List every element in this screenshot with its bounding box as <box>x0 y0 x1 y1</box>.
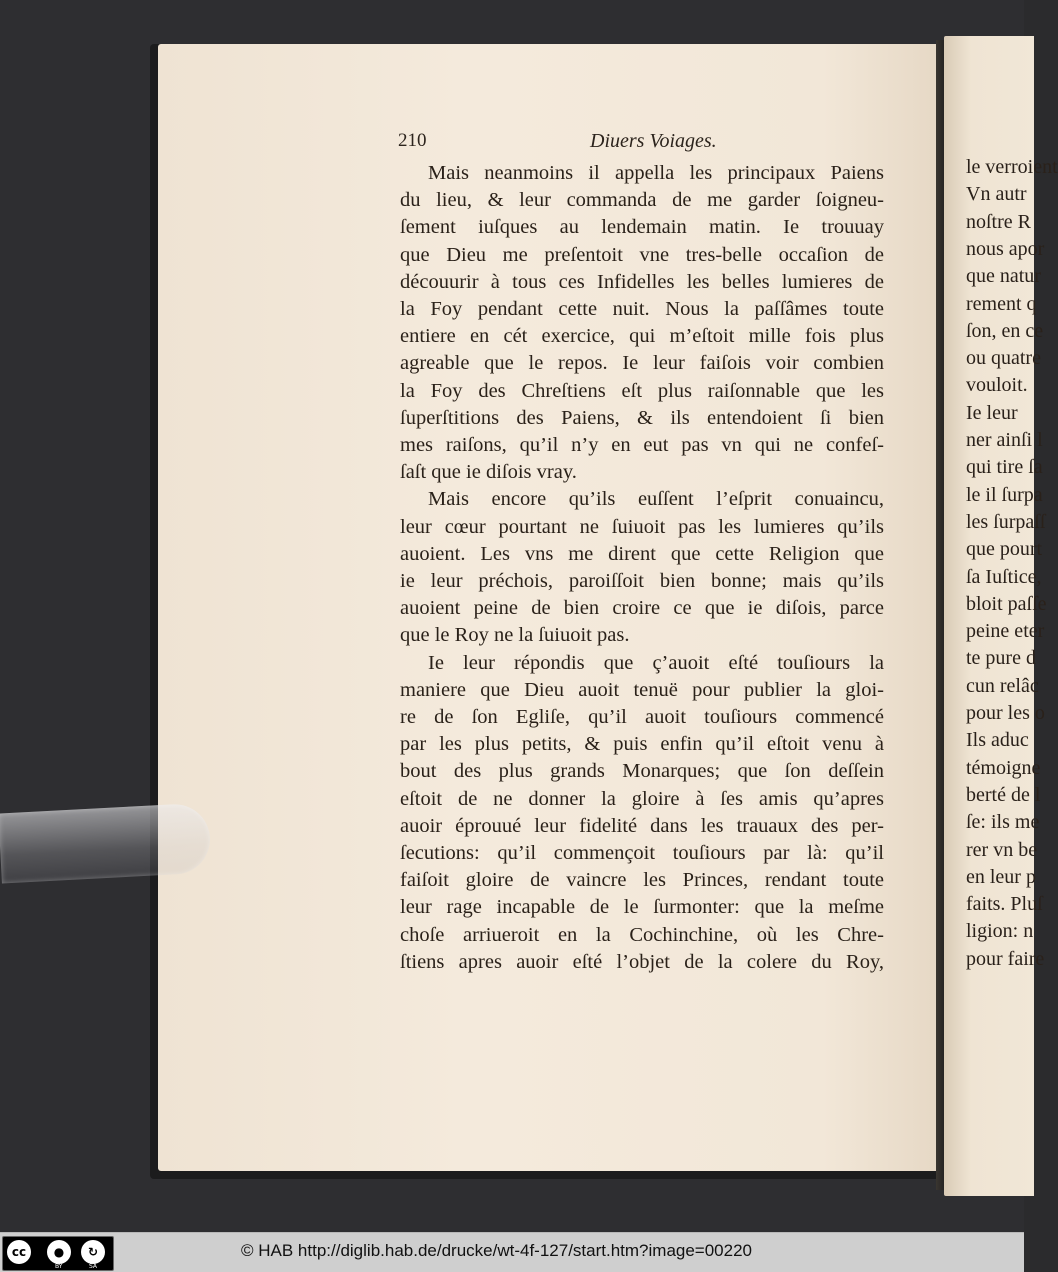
facing-page-line: ou quatre <box>966 347 1041 370</box>
text-line: auoir éprouué leur fidelité dans les trauaux des per- <box>400 814 884 837</box>
facing-page-line: peine eter <box>966 620 1045 643</box>
facing-page-line: bloit paſſe <box>966 592 1047 615</box>
sa-label: SA <box>89 1263 98 1270</box>
facing-page-line: noſtre R <box>966 210 1031 233</box>
running-title: Diuers Voiages. <box>590 130 717 152</box>
share-alike-icon: ↻ <box>81 1240 105 1264</box>
text-line: maniere que Dieu auoit tenuë pour publier la gloi- <box>400 678 884 701</box>
text-line: faiſoit gloire de vaincre les Princes, rendant toute <box>400 869 884 892</box>
facing-page-line: nous apor <box>966 237 1045 260</box>
text-line: ie leur préchois, paroiſſoit bien bonne; mais qu’ils <box>400 570 884 592</box>
person-icon: ● <box>47 1240 71 1264</box>
text-line: Ie leur répondis que ç’auoit eſté touſiours la <box>428 651 884 674</box>
facing-page-line: en leur p <box>966 865 1036 888</box>
text-line: Mais encore qu’ils euſſent l’eſprit conuaincu, <box>428 488 884 511</box>
facing-page-line: Ie leur <box>966 401 1018 424</box>
facing-page-line: pour les o <box>966 702 1045 724</box>
facing-page-line: témoigne <box>966 756 1041 779</box>
text-line: mes raiſons, qu’il n’y en eut pas vn qui ne confeſ- <box>400 434 884 456</box>
text-line: entiere en cét exercice, qui m’eſtoit mille fois plus <box>400 325 884 348</box>
facing-page-line: faits. Pluſ <box>966 893 1043 916</box>
facing-page-line: pour faire <box>966 947 1045 970</box>
attribution-bar <box>0 1232 1024 1272</box>
text-line: que le Roy ne la ſuiuoit pas. <box>400 624 630 647</box>
text-line: que Dieu me preſentoit vne tres-belle occaſion de <box>400 243 884 266</box>
text-line: la Foy pendant cette nuit. Nous la paſſâmes toute <box>400 298 884 320</box>
text-line: eſtoit de ne donner la gloire à ſes amis qu’apres <box>400 787 884 810</box>
facing-page-line: que pourt <box>966 538 1043 561</box>
text-line: choſe arriueroit en la Cochinchine, où les Chre- <box>400 923 884 946</box>
facing-page-line: te pure d <box>966 647 1036 670</box>
facing-page-line: les ſurpaſſ <box>966 510 1046 533</box>
page-holder-clip <box>0 803 212 884</box>
text-line: re de ſon Egliſe, qu’il auoit touſiours commencé <box>400 706 884 728</box>
text-line: bout des plus grands Monarques; que ſon deſſein <box>400 760 884 783</box>
facing-page-line: que natur <box>966 265 1041 288</box>
facing-page-line: le verroient <box>966 156 1058 178</box>
text-line: du lieu, & leur commanda de me garder ſoigneu- <box>400 189 884 212</box>
text-line: ſaſt que ie diſois vray. <box>400 461 577 484</box>
text-line: ſement iuſques au lendemain matin. Ie trouuay <box>400 216 884 239</box>
facing-page-line: ſa Iuſtice, <box>966 565 1042 588</box>
facing-page-line: Vn autr <box>966 183 1027 206</box>
facing-page-line: rer vn be <box>966 838 1038 861</box>
cc-logo-icon: cc <box>7 1240 31 1264</box>
facing-page-line: ſon, en ce <box>966 319 1044 342</box>
text-line: découurir à tous ces Infidelles les belles lumieres de <box>400 270 884 293</box>
text-line: ſtiens apres auoir eſté l’objet de la colere du Roy, <box>400 950 884 973</box>
facing-page-line: rement q <box>966 292 1037 315</box>
text-line: leur cœur pourtant ne ſuiuoit pas les lumieres qu’ils <box>400 515 884 538</box>
facing-page-line: vouloit. <box>966 374 1028 397</box>
facing-page-line: Ils aduc <box>966 729 1029 752</box>
text-line: agreable que le repos. Ie leur faiſois voir combien <box>400 352 884 375</box>
facing-page <box>944 36 1058 1196</box>
by-label: BY <box>55 1263 63 1270</box>
facing-page-line: ner ainſi l <box>966 429 1043 451</box>
facing-page-line: ſe: ils me <box>966 811 1040 834</box>
text-line: ſecutions: qu’il commençoit touſiours par là: qu’il <box>400 842 884 864</box>
text-line: la Foy des Chreſtiens eſt plus raiſonnable que les <box>400 379 884 402</box>
text-line: par les plus petits, & puis enfin qu’il eſtoit venu à <box>400 733 884 756</box>
facing-page-line: ligion: n <box>966 920 1034 943</box>
text-line: leur rage incapable de le ſurmonter: que la meſme <box>400 896 884 919</box>
attribution-text[interactable]: © HAB http://diglib.hab.de/drucke/wt-4f-127/start.htm?image=00220 <box>241 1241 753 1260</box>
text-line: auoient. Les vns me dirent que cette Religion que <box>400 542 884 565</box>
facing-page-line: qui tire ſa <box>966 456 1043 479</box>
running-head <box>398 130 728 154</box>
facing-page-line: cun relâc <box>966 674 1039 697</box>
page-number: 210 <box>398 130 427 151</box>
text-line: auoient peine de bien croire ce que ie diſois, parce <box>400 597 884 620</box>
cc-license-badge[interactable] <box>2 1236 114 1271</box>
facing-page-line: berté de l <box>966 783 1041 806</box>
text-line: ſuperſtitions des Paiens, & ils entendoient ſi bien <box>400 406 884 429</box>
text-line: Mais neanmoins il appella les principaux Paiens <box>428 162 884 184</box>
facing-page-line: le il ſurpa <box>966 483 1043 506</box>
